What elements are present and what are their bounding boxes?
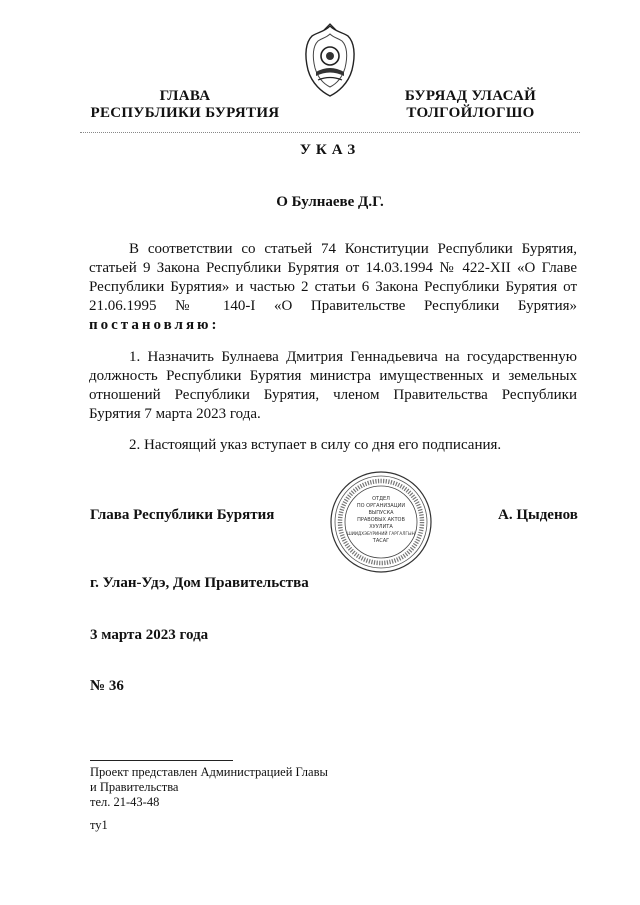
- coat-of-arms-emblem: [298, 22, 362, 100]
- stamp-line7: ТАСАГ: [372, 538, 390, 544]
- footer-code: ту1: [90, 818, 108, 832]
- document-title: УКАЗ: [299, 142, 361, 158]
- preamble-paragraph: [89, 240, 577, 335]
- header-right-line1: БУРЯАД УЛАСАЙ: [404, 88, 537, 104]
- stamp-line2: ПО ОРГАНИЗАЦИИ: [356, 503, 406, 509]
- signing-date: 3 марта 2023 года: [90, 627, 209, 643]
- footer-divider: [90, 760, 233, 761]
- stamp-line1: ОТДЕЛ: [372, 496, 390, 502]
- decree-number: № 36: [90, 678, 124, 694]
- stamp-line5: ХУУЛИТА: [369, 524, 393, 530]
- header-left: [80, 88, 290, 122]
- header-right: [378, 88, 563, 122]
- signer-name: А. Цыденов: [498, 507, 578, 523]
- header-right-line2: ТОЛГОЙЛОГШО: [406, 105, 535, 121]
- signer-position: Глава Республики Бурятия: [90, 507, 275, 523]
- stamp-line6: ШИИДХЭБҮРИНИЙ ГАРГАЛГЫН: [347, 531, 415, 536]
- document-subject: О Булнаеве Д.Г.: [276, 194, 384, 210]
- official-stamp: [329, 470, 433, 574]
- footer-line2: и Правительства: [90, 780, 179, 794]
- footer-phone: тел. 21-43-48: [90, 795, 160, 809]
- header-left-line2: РЕСПУБЛИКИ БУРЯТИЯ: [90, 105, 280, 121]
- item-2-paragraph: 2. Настоящий указ вступает в силу со дня его подписания.: [129, 437, 502, 453]
- decree-word: постановляю:: [89, 317, 220, 333]
- footer-line1: Проект представлен Администрацией Главы: [90, 765, 328, 779]
- preamble-text: В соответствии со статьей 74 Конституции Республики Бурятия, статьей 9 Закона Республики Бурятия от 14.03.1994 № 422-XII «О Главе Республики Бурятия» и частью 2 статьи 6 Закона Республики Бурятия от 21.06.1995 № 140-I «О Правительстве Республики Бурятия»: [89, 241, 577, 314]
- header-left-line1: ГЛАВА: [159, 88, 211, 104]
- stamp-line3: ВЫПУСКА: [368, 510, 394, 516]
- stamp-line4: ПРАВОВЫХ АКТОВ: [357, 517, 405, 523]
- header-divider: [80, 132, 580, 133]
- signing-place: г. Улан-Удэ, Дом Правительства: [90, 575, 309, 591]
- item-1-paragraph: 1. Назначить Булнаева Дмитрия Геннадьевича на государственную должность Республики Бурятия министра имущественных и земельных отношений Республики Бурятия, членом Правительства Республики Бурятия 7 марта 2023 года.: [89, 349, 577, 422]
